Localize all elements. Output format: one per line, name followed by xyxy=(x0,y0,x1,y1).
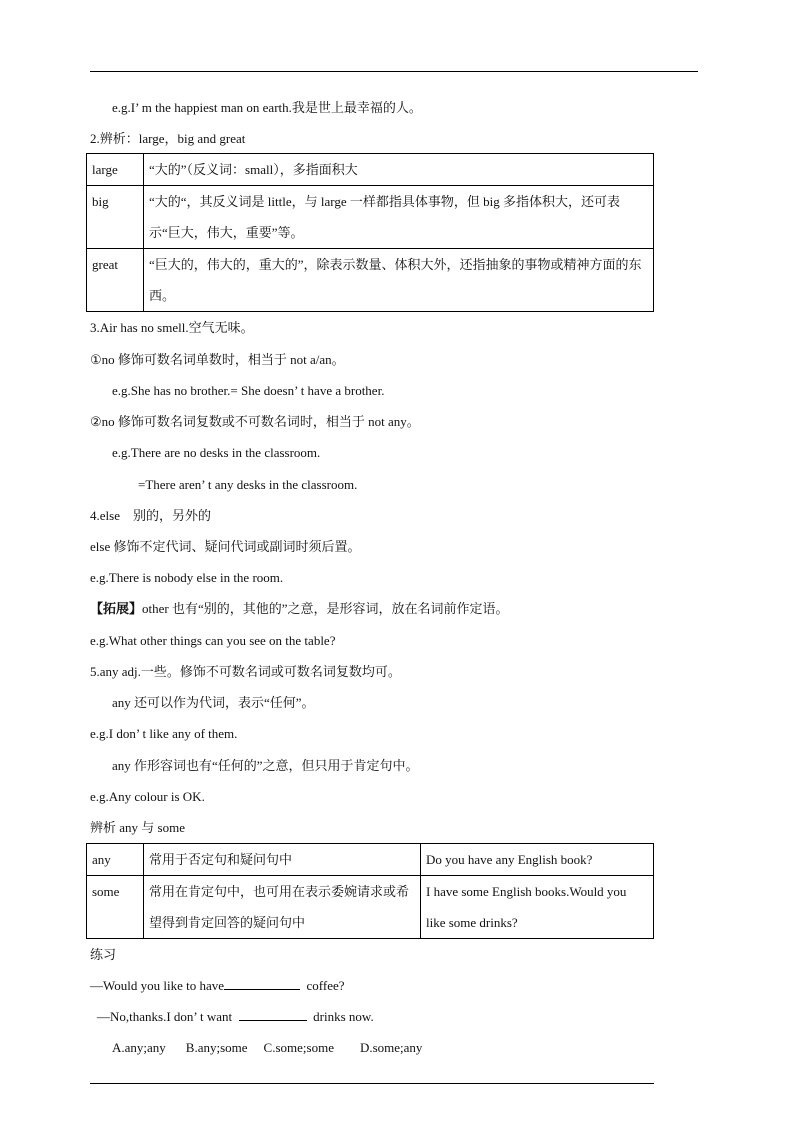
question-1-text-b: coffee? xyxy=(306,978,345,993)
example-happiest: e.g.I’ m the happiest man on earth.我是世上最幸福的人。 xyxy=(112,100,422,115)
table-cell-usage: 常用在肯定句中，也可用在表示委婉请求或希望得到肯定回答的疑问句中 xyxy=(144,876,421,939)
option-d[interactable]: D.some;any xyxy=(359,1040,423,1055)
table-row xyxy=(87,876,654,939)
table-cell-usage: 常用于否定句和疑问句中 xyxy=(144,844,421,876)
example-dont-like: e.g.I don’ t like any of them. xyxy=(90,726,238,741)
exercise-options xyxy=(112,1039,442,1057)
section-title-3: 3.Air has no smell.空气无味。 xyxy=(90,320,254,335)
extension-text: other 也有“别的，其他的”之意，是形容词，放在名词前作定语。 xyxy=(142,601,509,616)
header-rule xyxy=(90,71,698,72)
table-any-some xyxy=(86,843,654,939)
section-title-2: 2.辨析：large，big and great xyxy=(90,131,246,146)
table-large-big-great xyxy=(86,153,654,312)
table-cell-word: any xyxy=(87,844,144,876)
example-colour: e.g.Any colour is OK. xyxy=(90,789,205,804)
table-cell-desc: “大的“，其反义词是 little，与 large 一样都指具体事物，但 big 多指体积大，还可表示“巨大，伟大，重要”等。 xyxy=(144,186,654,249)
table-cell-example: I have some English books.Would you like some drinks? xyxy=(421,876,654,939)
any-pronoun-note: any 还可以作为代词，表示“任何”。 xyxy=(112,695,315,710)
extension-label: 【拓展】 xyxy=(90,601,143,616)
example-desks-2: =There aren’ t any desks in the classroom. xyxy=(138,477,358,492)
section-title-4: 4.else 别的，另外的 xyxy=(90,508,211,523)
question-2-text-b: drinks now. xyxy=(313,1009,374,1024)
question-2-text-a: —No,thanks.I don’ t want xyxy=(97,1009,233,1024)
any-adjective-note: any 作形容词也有“任何的”之意，但只用于肯定句中。 xyxy=(112,758,419,773)
table-cell-word: big xyxy=(87,186,144,249)
else-rule: else 修饰不定代词、疑问代词或副词时须后置。 xyxy=(90,539,361,554)
answer-blank-2[interactable] xyxy=(239,1008,307,1021)
exercise-question-2 xyxy=(97,1008,374,1026)
option-b[interactable]: B.any;some xyxy=(185,1040,248,1055)
table-row xyxy=(87,844,654,876)
section-title-5: 5.any adj.一些。修饰不可数名词或可数名词复数均可。 xyxy=(90,664,401,679)
example-nobody: e.g.There is nobody else in the room. xyxy=(90,570,284,585)
table-row xyxy=(87,249,654,312)
table-row xyxy=(87,154,654,186)
table-row xyxy=(87,186,654,249)
example-desks: e.g.There are no desks in the classroom. xyxy=(112,445,321,460)
answer-blank-1[interactable] xyxy=(224,977,300,990)
practice-title: 练习 xyxy=(90,947,117,962)
table-cell-word: great xyxy=(87,249,144,312)
no-rule-1: ①no 修饰可数名词单数时，相当于 not a/an。 xyxy=(90,352,345,367)
table-cell-example: Do you have any English book? xyxy=(421,844,654,876)
table-cell-desc: “大的”（反义词：small），多指面积大 xyxy=(144,154,654,186)
no-rule-2: ②no 修饰可数名词复数或不可数名词时，相当于 not any。 xyxy=(90,414,420,429)
table-cell-word: large xyxy=(87,154,144,186)
question-1-text-a: —Would you like to have xyxy=(90,978,224,993)
option-a[interactable]: A.any;any xyxy=(112,1040,166,1055)
footer-rule xyxy=(90,1083,654,1084)
exercise-question-1 xyxy=(90,977,345,995)
extension-note xyxy=(90,600,509,618)
option-c[interactable]: C.some;some xyxy=(263,1040,334,1055)
table-cell-word: some xyxy=(87,876,144,939)
example-brother: e.g.She has no brother.= She doesn’ t have a brother. xyxy=(112,383,385,398)
table-cell-desc: “巨大的，伟大的，重大的”，除表示数量、体积大外，还指抽象的事物或精神方面的东西。 xyxy=(144,249,654,312)
any-some-title: 辨析 any 与 some xyxy=(90,820,185,835)
example-other: e.g.What other things can you see on the table? xyxy=(90,633,336,648)
